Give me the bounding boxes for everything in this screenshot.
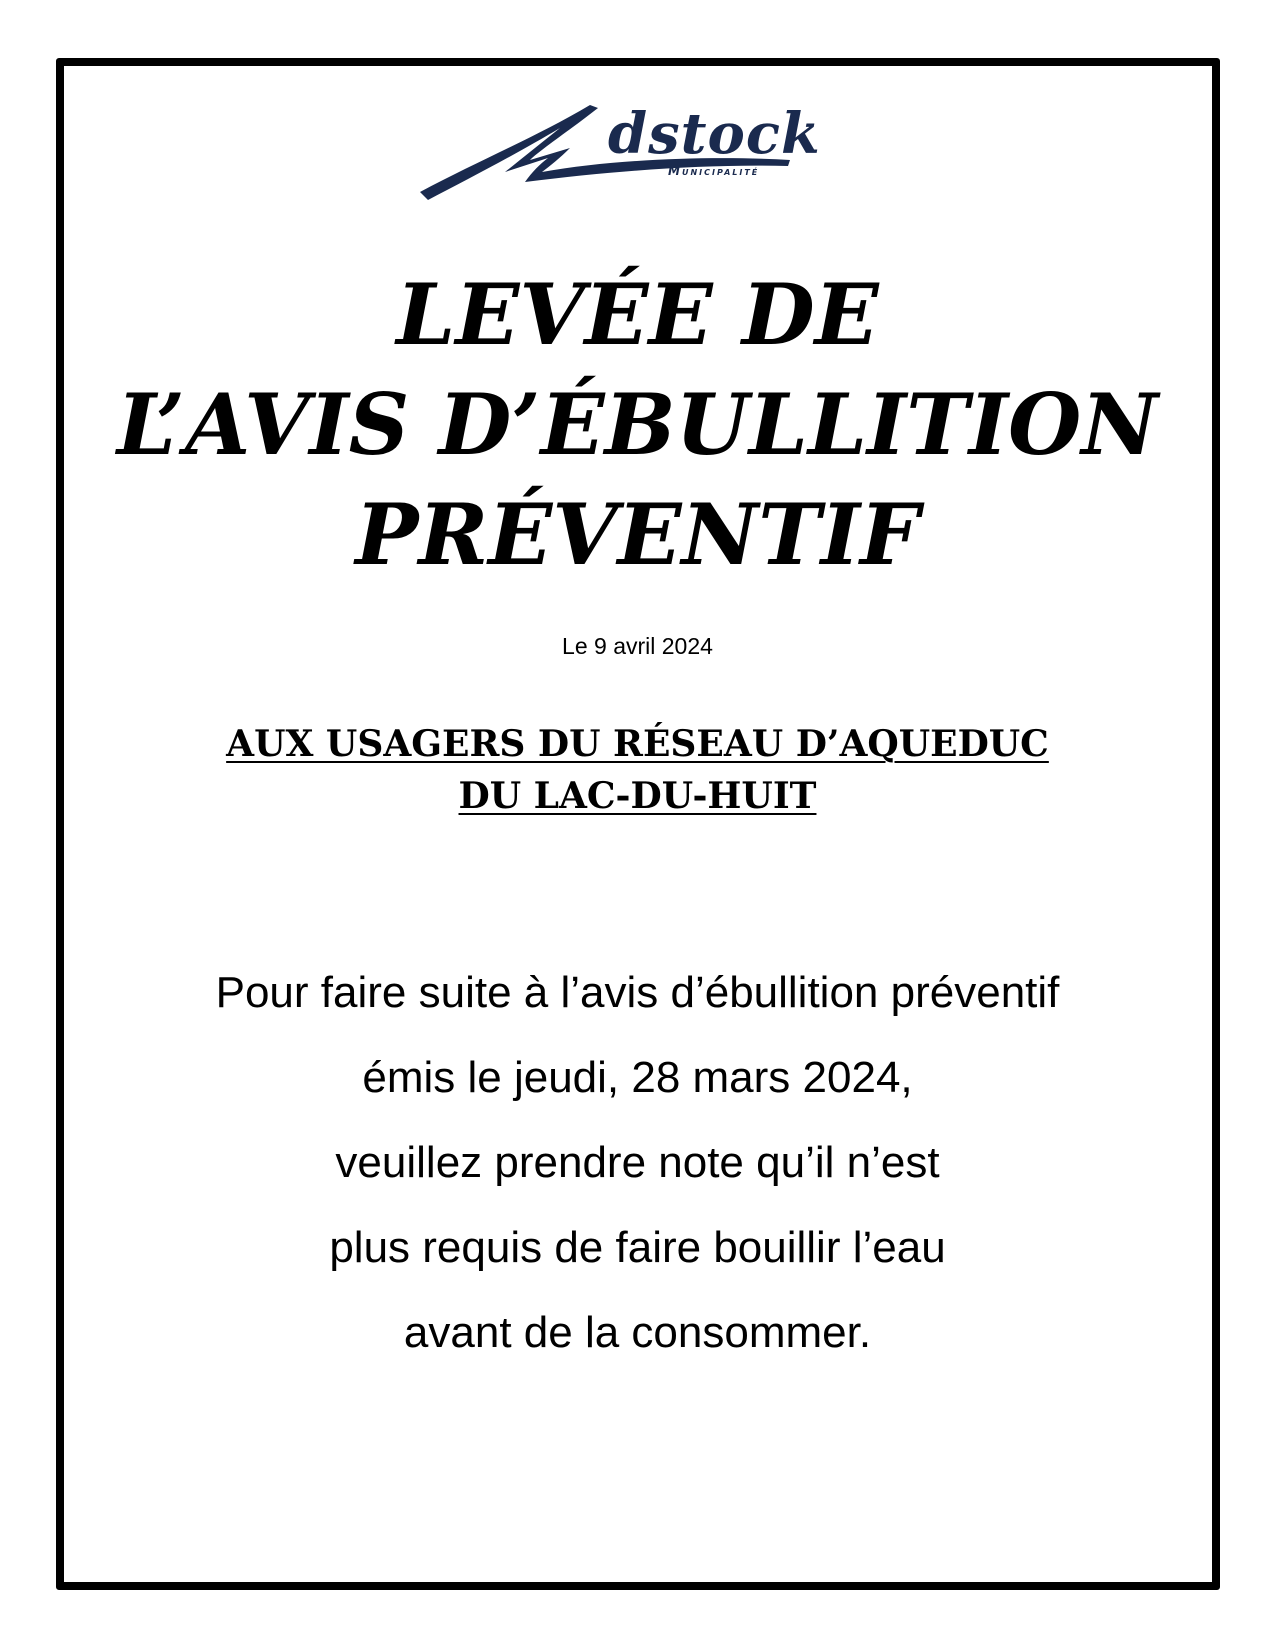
notice-body bbox=[70, 950, 1205, 1375]
logo-wordmark: dstock bbox=[608, 101, 821, 167]
title-line: PRÉVENTIF bbox=[355, 485, 920, 584]
title-line: L’AVIS D’ÉBULLITION bbox=[116, 375, 1159, 474]
municipality-logo bbox=[420, 100, 840, 210]
body-line: veuillez prendre note qu’il n’est bbox=[335, 1138, 940, 1187]
body-line: Pour faire suite à l’avis d’ébullition préventif bbox=[215, 968, 1060, 1017]
recipients-line: DU LAC-DU-HUIT bbox=[458, 775, 817, 817]
body-line: avant de la consommer. bbox=[403, 1308, 872, 1357]
body-line: plus requis de faire bouillir l’eau bbox=[329, 1223, 946, 1272]
notice-recipients bbox=[70, 718, 1205, 822]
title-line: LEVÉE DE bbox=[396, 265, 879, 364]
notice-title bbox=[70, 260, 1205, 590]
notice-date: Le 9 avril 2024 bbox=[562, 633, 713, 659]
body-line: émis le jeudi, 28 mars 2024, bbox=[362, 1053, 913, 1102]
logo-subtitle: Municipalité bbox=[668, 164, 760, 178]
recipients-line: AUX USAGERS DU RÉSEAU D’AQUEDUC bbox=[226, 723, 1049, 765]
